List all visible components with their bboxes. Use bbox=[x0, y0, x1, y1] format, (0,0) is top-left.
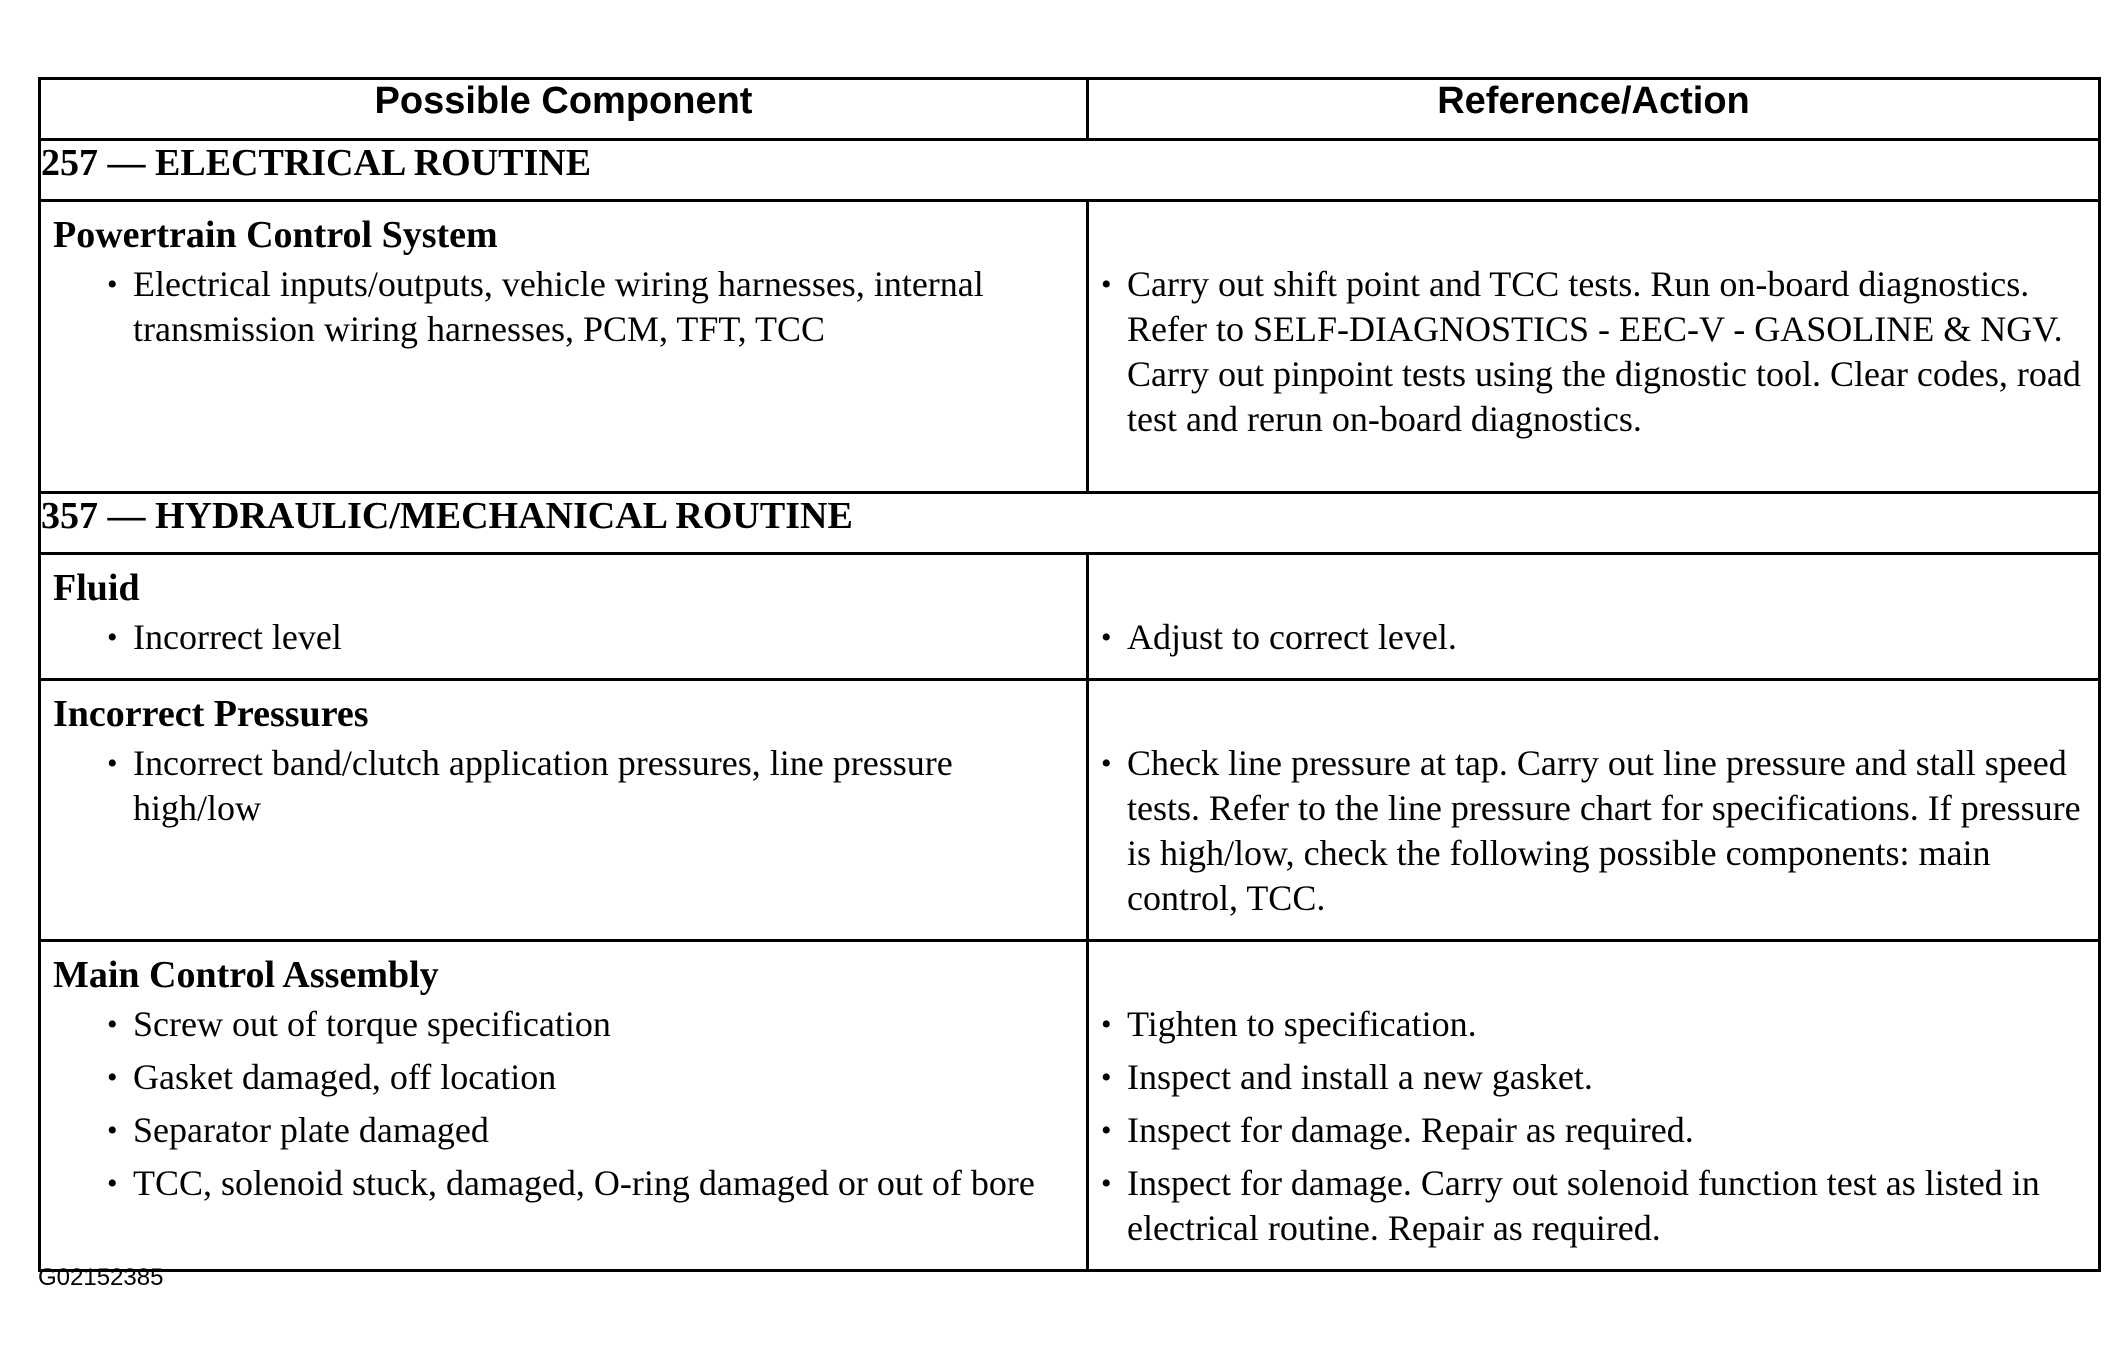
action-item: • Inspect and install a new gasket. bbox=[1127, 1055, 2084, 1100]
action-cell bbox=[1088, 554, 2100, 680]
group-title: Fluid bbox=[53, 567, 140, 609]
action-item: • Adjust to correct level. bbox=[1127, 615, 2084, 660]
component-cell bbox=[40, 201, 1088, 493]
section-row bbox=[40, 140, 2100, 201]
column-header-possible-component: Possible Component bbox=[40, 79, 1088, 140]
component-item: • TCC, solenoid stuck, damaged, O-ring damaged or out of bore bbox=[133, 1161, 1076, 1206]
component-cell bbox=[40, 680, 1088, 941]
action-cell bbox=[1088, 680, 2100, 941]
section-title-electrical: 257 — ELECTRICAL ROUTINE bbox=[40, 140, 2100, 201]
action-item: • Check line pressure at tap. Carry out line pressure and stall speed tests. Refer to the line pressure chart for specifications. If pressure is high/low, check the following possible components: main control, TCC. bbox=[1127, 741, 2084, 921]
action-cell bbox=[1088, 941, 2100, 1271]
component-item: • Incorrect band/clutch application pressures, line pressure high/low bbox=[133, 741, 1076, 831]
column-header-reference-action: Reference/Action bbox=[1088, 79, 2100, 140]
component-item: • Electrical inputs/outputs, vehicle wiring harnesses, internal transmission wiring harnesses, PCM, TFT, TCC bbox=[133, 262, 1076, 352]
component-list bbox=[41, 737, 1086, 849]
action-cell bbox=[1088, 201, 2100, 493]
group-title: Powertrain Control System bbox=[53, 214, 498, 256]
component-list bbox=[41, 611, 1086, 678]
action-item: • Carry out shift point and TCC tests. Run on-board diagnostics. Refer to SELF-DIAGNOSTICS - EEC-V - GASOLINE & NGV. Carry out pinpoint tests using the dignostic tool. Clear codes, road test and rerun on-board diagnostics. bbox=[1127, 262, 2084, 442]
action-list bbox=[1089, 942, 2098, 1269]
action-list bbox=[1089, 555, 2098, 678]
figure-code: G02152385 bbox=[38, 1264, 164, 1291]
action-item: • Inspect for damage. Repair as required. bbox=[1127, 1108, 2084, 1153]
action-list bbox=[1089, 681, 2098, 939]
group-row bbox=[40, 201, 2100, 493]
action-item: • Tighten to specification. bbox=[1127, 1002, 2084, 1047]
component-cell bbox=[40, 554, 1088, 680]
component-list bbox=[41, 258, 1086, 370]
group-row bbox=[40, 554, 2100, 680]
section-title-hydraulic: 357 — HYDRAULIC/MECHANICAL ROUTINE bbox=[40, 493, 2100, 554]
group-title: Main Control Assembly bbox=[53, 954, 439, 996]
component-item: • Separator plate damaged bbox=[133, 1108, 1076, 1153]
action-item: • Inspect for damage. Carry out solenoid function test as listed in electrical routine. Repair as required. bbox=[1127, 1161, 2084, 1251]
section-row bbox=[40, 493, 2100, 554]
component-list bbox=[41, 998, 1086, 1224]
component-cell bbox=[40, 941, 1088, 1271]
group-title: Incorrect Pressures bbox=[53, 693, 369, 735]
action-list bbox=[1089, 202, 2098, 460]
diagnostic-table bbox=[38, 77, 2101, 1272]
group-row bbox=[40, 941, 2100, 1271]
component-item: • Screw out of torque specification bbox=[133, 1002, 1076, 1047]
component-item: • Incorrect level bbox=[133, 615, 1076, 660]
component-item: • Gasket damaged, off location bbox=[133, 1055, 1076, 1100]
group-row bbox=[40, 680, 2100, 941]
header-row bbox=[40, 79, 2100, 140]
